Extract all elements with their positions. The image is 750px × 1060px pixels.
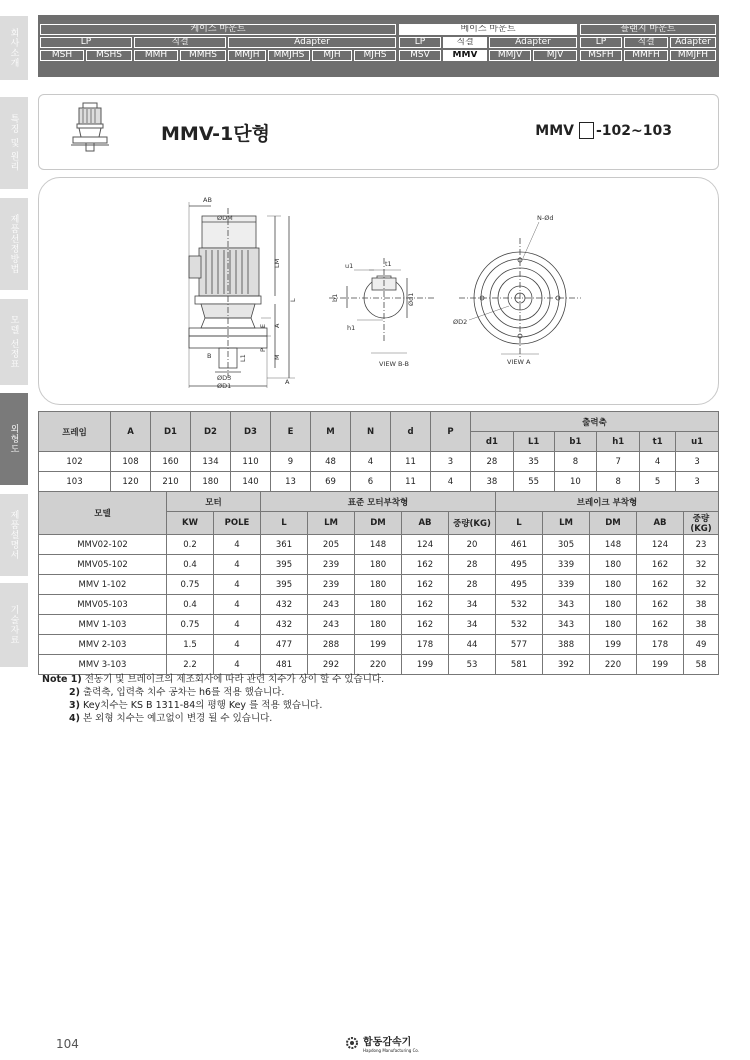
model-table-cell: 239 <box>308 575 355 595</box>
model-code <box>535 122 672 139</box>
model-sub-pole: POLE <box>214 512 261 535</box>
nav-flange-mount[interactable]: 플랜지 마운트 <box>580 24 716 35</box>
label-view-a: VIEW A <box>507 358 531 366</box>
dim-table-cell: 10 <box>554 472 597 492</box>
model-table-cell: 0.75 <box>167 575 214 595</box>
model-table-cell: 44 <box>449 635 496 655</box>
nav-mmjv[interactable]: MMJV <box>489 50 531 61</box>
page-title: MMV-1단형 <box>161 123 270 145</box>
label-d1: ØD1 <box>217 382 232 390</box>
view-bb-labels <box>331 260 415 368</box>
sidebar-tab-label: 특징 및 원리 <box>8 114 19 172</box>
model-table-cell: 162 <box>402 575 449 595</box>
nav-mmjhs[interactable]: MMJHS <box>268 50 310 61</box>
model-table-cell: 432 <box>261 615 308 635</box>
dim-table-cell: 6 <box>351 472 391 492</box>
dim-table-cell: 28 <box>471 452 514 472</box>
nav-case-adapter[interactable]: Adapter <box>228 37 396 48</box>
note-3 <box>42 699 384 712</box>
nav-case-mount[interactable]: 케이스 마운트 <box>40 24 396 35</box>
model-table-cell: 0.4 <box>167 595 214 615</box>
label-b: B <box>207 352 212 360</box>
model-table-cell: 4 <box>214 595 261 615</box>
model-table-cell: 180 <box>590 575 637 595</box>
label-lm: LM <box>273 258 281 268</box>
dim-header-d: d <box>391 412 431 452</box>
note-text: Key치수는 KS B 1311-84의 평행 Key 를 적용 했습니다. <box>79 700 323 711</box>
model-table-cell: 343 <box>543 595 590 615</box>
dim-table-cell: 108 <box>111 452 151 472</box>
dim-table-cell: 3 <box>431 452 471 472</box>
dimension-table <box>38 411 719 492</box>
nav-mmh[interactable]: MMH <box>134 50 178 61</box>
model-table-cell: 395 <box>261 575 308 595</box>
model-table-cell: 220 <box>590 655 637 675</box>
model-sub-std-weight: 중량(KG) <box>449 512 496 535</box>
nav-flange-adapter[interactable]: Adapter <box>670 37 716 48</box>
dim-table-cell: 8 <box>597 472 640 492</box>
model-table-cell: MMV02-102 <box>39 535 167 555</box>
note-1 <box>42 673 384 686</box>
model-table-cell: 432 <box>261 595 308 615</box>
nav-base-lp[interactable]: LP <box>399 37 441 48</box>
dim-header-n: N <box>351 412 391 452</box>
label-view-bb: VIEW B-B <box>379 360 409 368</box>
model-table-cell: 162 <box>637 555 684 575</box>
company-name-block <box>363 1033 419 1053</box>
notes <box>42 673 384 725</box>
label-dm: ØDM <box>217 214 233 222</box>
dim-header-row <box>39 412 719 432</box>
sidebar-tab-manual[interactable] <box>0 494 28 576</box>
model-table-cell: 180 <box>355 595 402 615</box>
sidebar-tab-label: 모델 선정표 <box>8 315 19 369</box>
note-text: 전동기 및 브레이크의 제조회사에 따라 관련 치수가 상이 할 수 있습니다. <box>81 674 385 685</box>
model-table-cell: 28 <box>449 575 496 595</box>
model-table-cell: MMV 3-103 <box>39 655 167 675</box>
label-ab: AB <box>203 196 212 204</box>
model-table-cell: 495 <box>496 575 543 595</box>
model-table-cell: 4 <box>214 635 261 655</box>
nav-mmhs[interactable]: MMHS <box>180 50 226 61</box>
dim-header-frame: 프레임 <box>39 412 111 452</box>
model-table-cell: 53 <box>449 655 496 675</box>
model-table-cell: 162 <box>402 555 449 575</box>
model-table-cell: 361 <box>261 535 308 555</box>
model-table-cell: 28 <box>449 555 496 575</box>
note-4 <box>42 712 384 725</box>
model-table-cell: 148 <box>590 535 637 555</box>
model-table-cell: 34 <box>449 615 496 635</box>
gear-icon <box>345 1036 359 1050</box>
model-code-box <box>579 122 594 139</box>
model-header-brake: 브레이크 부착형 <box>496 492 719 512</box>
model-table-cell: 34 <box>449 595 496 615</box>
model-table-cell: 388 <box>543 635 590 655</box>
model-table-cell: MMV05-103 <box>39 595 167 615</box>
model-table-cell: 2.2 <box>167 655 214 675</box>
nav-mshs[interactable]: MSHS <box>86 50 132 61</box>
dim-table-cell: 48 <box>311 452 351 472</box>
model-table-cell: 180 <box>590 615 637 635</box>
sidebar-tab-outline[interactable] <box>0 393 28 485</box>
model-table-cell: 49 <box>684 635 719 655</box>
model-table-cell: 32 <box>684 555 719 575</box>
nav-mjh[interactable]: MJH <box>312 50 352 61</box>
model-table-cell: 577 <box>496 635 543 655</box>
nav-msfh[interactable]: MSFH <box>580 50 622 61</box>
dim-table-cell: 210 <box>151 472 191 492</box>
model-table-cell: 243 <box>308 615 355 635</box>
model-table-cell: 162 <box>637 595 684 615</box>
dim-table-cell: 38 <box>471 472 514 492</box>
dim-table-cell: 103 <box>39 472 111 492</box>
model-code-suffix: -102~103 <box>596 122 672 139</box>
dim-table-cell: 140 <box>231 472 271 492</box>
model-table-cell: 239 <box>308 555 355 575</box>
model-table-row <box>39 575 719 595</box>
dim-header-out-l1: L1 <box>513 432 554 452</box>
model-table-cell: 162 <box>402 615 449 635</box>
nav-mmv[interactable]: MMV <box>443 50 487 61</box>
nav-mmjfh[interactable]: MMJFH <box>670 50 716 61</box>
dim-table-cell: 11 <box>391 452 431 472</box>
label-nd: N-Ød <box>537 214 554 222</box>
dim-table-row <box>39 472 719 492</box>
view-a <box>459 222 581 358</box>
view-bb <box>329 258 434 353</box>
label-a2: A <box>285 378 290 386</box>
model-header-row <box>39 492 719 512</box>
dim-table-cell: 4 <box>431 472 471 492</box>
sidebar-tab-features[interactable] <box>0 97 28 189</box>
model-table-cell: 305 <box>543 535 590 555</box>
dim-table-cell: 102 <box>39 452 111 472</box>
note-text: 본 외형 치수는 예고없이 변경 될 수 있습니다. <box>79 713 273 724</box>
model-table-cell: 392 <box>543 655 590 675</box>
dim-header-m: M <box>311 412 351 452</box>
dim-table-cell: 110 <box>231 452 271 472</box>
model-table-row <box>39 655 719 675</box>
sidebar-tab-label: 제품설명서 <box>8 510 19 560</box>
model-table-body <box>39 535 719 675</box>
sidebar-tab-company[interactable] <box>0 16 28 80</box>
model-table-cell: 199 <box>402 655 449 675</box>
model-header-motor: 모터 <box>167 492 261 512</box>
model-table-cell: 199 <box>355 635 402 655</box>
label-m: M <box>273 354 281 360</box>
model-table-cell: 461 <box>496 535 543 555</box>
model-table-cell: 162 <box>637 615 684 635</box>
nav-mjv[interactable]: MJV <box>533 50 577 61</box>
model-sub-std-l: L <box>261 512 308 535</box>
nav-mmfh[interactable]: MMFH <box>624 50 668 61</box>
model-table-cell: MMV05-102 <box>39 555 167 575</box>
label-t1: t1 <box>385 260 392 268</box>
model-table-cell: 1.5 <box>167 635 214 655</box>
model-table-cell: 292 <box>308 655 355 675</box>
model-table-cell: 23 <box>684 535 719 555</box>
title-box <box>38 94 719 170</box>
model-table-cell: 477 <box>261 635 308 655</box>
model-sub-std-dm: DM <box>355 512 402 535</box>
model-code-prefix: MMV <box>535 122 574 139</box>
company-name: 합동감속기 <box>363 1037 412 1048</box>
dim-table-cell: 55 <box>513 472 554 492</box>
label-l1: L1 <box>239 354 247 362</box>
dim-header-p: P <box>431 412 471 452</box>
label-d3: ØD3 <box>217 374 232 382</box>
sidebar-tab-label: 외형도 <box>8 424 19 454</box>
model-table-cell: 532 <box>496 595 543 615</box>
nav-base-adapter[interactable]: Adapter <box>489 37 577 48</box>
note-prefix: 3) <box>69 700 80 711</box>
model-header-model: 모델 <box>39 492 167 535</box>
company-name-en: Hapdong Manufacturing Co. <box>363 1048 420 1053</box>
model-table-cell: 339 <box>543 575 590 595</box>
dim-table-cell: 120 <box>111 472 151 492</box>
dim-table-cell: 3 <box>676 452 719 472</box>
drawing-box <box>38 177 719 405</box>
model-table-cell: 4 <box>214 575 261 595</box>
nav-msh[interactable]: MSH <box>40 50 84 61</box>
model-table-cell: 4 <box>214 535 261 555</box>
model-table-cell: 180 <box>355 615 402 635</box>
model-sub-std-lm: LM <box>308 512 355 535</box>
model-table-cell: 180 <box>590 555 637 575</box>
model-table-cell: MMV 1-102 <box>39 575 167 595</box>
model-table-cell: 162 <box>402 595 449 615</box>
model-table-cell: MMV 1-103 <box>39 615 167 635</box>
dim-header-d2: D2 <box>191 412 231 452</box>
model-table-cell: 148 <box>355 535 402 555</box>
note-prefix: 4) <box>69 713 80 724</box>
model-table-cell: 199 <box>637 655 684 675</box>
model-table-cell: 288 <box>308 635 355 655</box>
model-table-cell: 178 <box>402 635 449 655</box>
label-h1: h1 <box>347 324 356 332</box>
model-table-cell: MMV 2-103 <box>39 635 167 655</box>
model-table-cell: 180 <box>355 575 402 595</box>
model-table-cell: 199 <box>590 635 637 655</box>
dim-table-cell: 11 <box>391 472 431 492</box>
model-table-cell: 38 <box>684 615 719 635</box>
company-logo <box>345 1033 419 1053</box>
model-table-cell: 0.75 <box>167 615 214 635</box>
dim-header-a: A <box>111 412 151 452</box>
label-l: L <box>289 298 297 302</box>
dim-header-out-u1: u1 <box>676 432 719 452</box>
dim-header-out-h1: h1 <box>597 432 640 452</box>
nav-base-mount[interactable]: 베이스 마운트 <box>399 24 577 35</box>
dim-table-cell: 160 <box>151 452 191 472</box>
label-u1: u1 <box>345 262 354 270</box>
note-prefix: Note 1) <box>42 674 82 685</box>
dim-header-d1: D1 <box>151 412 191 452</box>
model-table-cell: 180 <box>355 555 402 575</box>
label-d2: ØD2 <box>453 318 468 326</box>
dim-table-body <box>39 452 719 492</box>
nav-flange-direct[interactable]: 직결 <box>624 37 668 48</box>
model-table-row <box>39 615 719 635</box>
model-table-cell: 4 <box>214 555 261 575</box>
nav-flange-lp[interactable]: LP <box>580 37 622 48</box>
note-2 <box>42 686 384 699</box>
dim-header-out-d1: d1 <box>471 432 514 452</box>
dim-table-row <box>39 452 719 472</box>
dim-header-d3: D3 <box>231 412 271 452</box>
model-table-row <box>39 635 719 655</box>
model-table-cell: 32 <box>684 575 719 595</box>
model-sub-kw: KW <box>167 512 214 535</box>
dim-table-cell: 7 <box>597 452 640 472</box>
model-table-cell: 220 <box>355 655 402 675</box>
model-table-row <box>39 595 719 615</box>
dim-header-output-group: 출력축 <box>471 412 719 432</box>
model-table-row <box>39 535 719 555</box>
model-table-cell: 532 <box>496 615 543 635</box>
reducer-thumbnail-icon <box>69 101 111 159</box>
model-sub-brk-l: L <box>496 512 543 535</box>
sidebar-tab-selection[interactable] <box>0 198 28 290</box>
label-p: P <box>259 348 267 352</box>
model-table-cell: 58 <box>684 655 719 675</box>
page-number: 104 <box>56 1037 79 1051</box>
dim-header-out-b1: b1 <box>554 432 597 452</box>
model-table-cell: 495 <box>496 555 543 575</box>
dim-table-cell: 9 <box>271 452 311 472</box>
model-table-cell: 581 <box>496 655 543 675</box>
model-table-cell: 395 <box>261 555 308 575</box>
label-e: E <box>259 323 267 328</box>
model-table-cell: 178 <box>637 635 684 655</box>
model-header-standard: 표준 모터부착형 <box>261 492 496 512</box>
model-table-cell: 20 <box>449 535 496 555</box>
model-table-cell: 38 <box>684 595 719 615</box>
dim-table-cell: 8 <box>554 452 597 472</box>
nav-mmjh[interactable]: MMJH <box>228 50 266 61</box>
dim-header-out-t1: t1 <box>640 432 676 452</box>
model-table-cell: 0.4 <box>167 555 214 575</box>
sidebar-tab-label: 회사소개 <box>8 28 19 68</box>
model-table-cell: 180 <box>590 595 637 615</box>
model-table-cell: 343 <box>543 615 590 635</box>
model-table-cell: 4 <box>214 615 261 635</box>
model-table-row <box>39 555 719 575</box>
nav-msv[interactable]: MSV <box>399 50 441 61</box>
model-table-cell: 205 <box>308 535 355 555</box>
model-table-cell: 124 <box>637 535 684 555</box>
dim-table-cell: 69 <box>311 472 351 492</box>
outline-drawing <box>39 178 720 406</box>
dim-table-cell: 4 <box>640 452 676 472</box>
model-table-cell: 4 <box>214 655 261 675</box>
sidebar-tab-model-table[interactable] <box>0 299 28 385</box>
dim-header-e: E <box>271 412 311 452</box>
model-table-cell: 162 <box>637 575 684 595</box>
sidebar-tab-label: 기술자료 <box>8 605 19 645</box>
dim-table-cell: 5 <box>640 472 676 492</box>
label-dd1: Ød1 <box>407 292 415 306</box>
nav-case-direct[interactable]: 직결 <box>134 37 226 48</box>
model-table-cell: 124 <box>402 535 449 555</box>
model-table-cell: 0.2 <box>167 535 214 555</box>
nav-mjhs[interactable]: MJHS <box>354 50 396 61</box>
sidebar-tab-tech[interactable] <box>0 583 28 667</box>
dim-table-cell: 13 <box>271 472 311 492</box>
model-sub-brk-weight: 중량(KG) <box>684 512 719 535</box>
dim-table-cell: 4 <box>351 452 391 472</box>
nav-case-lp[interactable]: LP <box>40 37 132 48</box>
model-table-cell: 339 <box>543 555 590 575</box>
model-sub-brk-ab: AB <box>637 512 684 535</box>
sidebar-tab-label: 제품선정방법 <box>8 214 19 274</box>
dim-table-cell: 134 <box>191 452 231 472</box>
model-sub-std-ab: AB <box>402 512 449 535</box>
top-navigation <box>38 15 719 77</box>
note-prefix: 2) <box>69 687 80 698</box>
label-b1: b1 <box>331 293 339 302</box>
label-a: A <box>273 323 281 328</box>
model-sub-brk-dm: DM <box>590 512 637 535</box>
model-table <box>38 491 719 675</box>
model-sub-brk-lm: LM <box>543 512 590 535</box>
model-table-cell: 243 <box>308 595 355 615</box>
model-table-cell: 481 <box>261 655 308 675</box>
dim-table-cell: 180 <box>191 472 231 492</box>
view-a-labels <box>453 214 553 366</box>
nav-base-direct[interactable]: 직결 <box>443 37 487 48</box>
dim-table-cell: 35 <box>513 452 554 472</box>
note-text: 출력축, 입력축 치수 공차는 h6를 적용 했습니다. <box>79 687 285 698</box>
dim-table-cell: 3 <box>676 472 719 492</box>
